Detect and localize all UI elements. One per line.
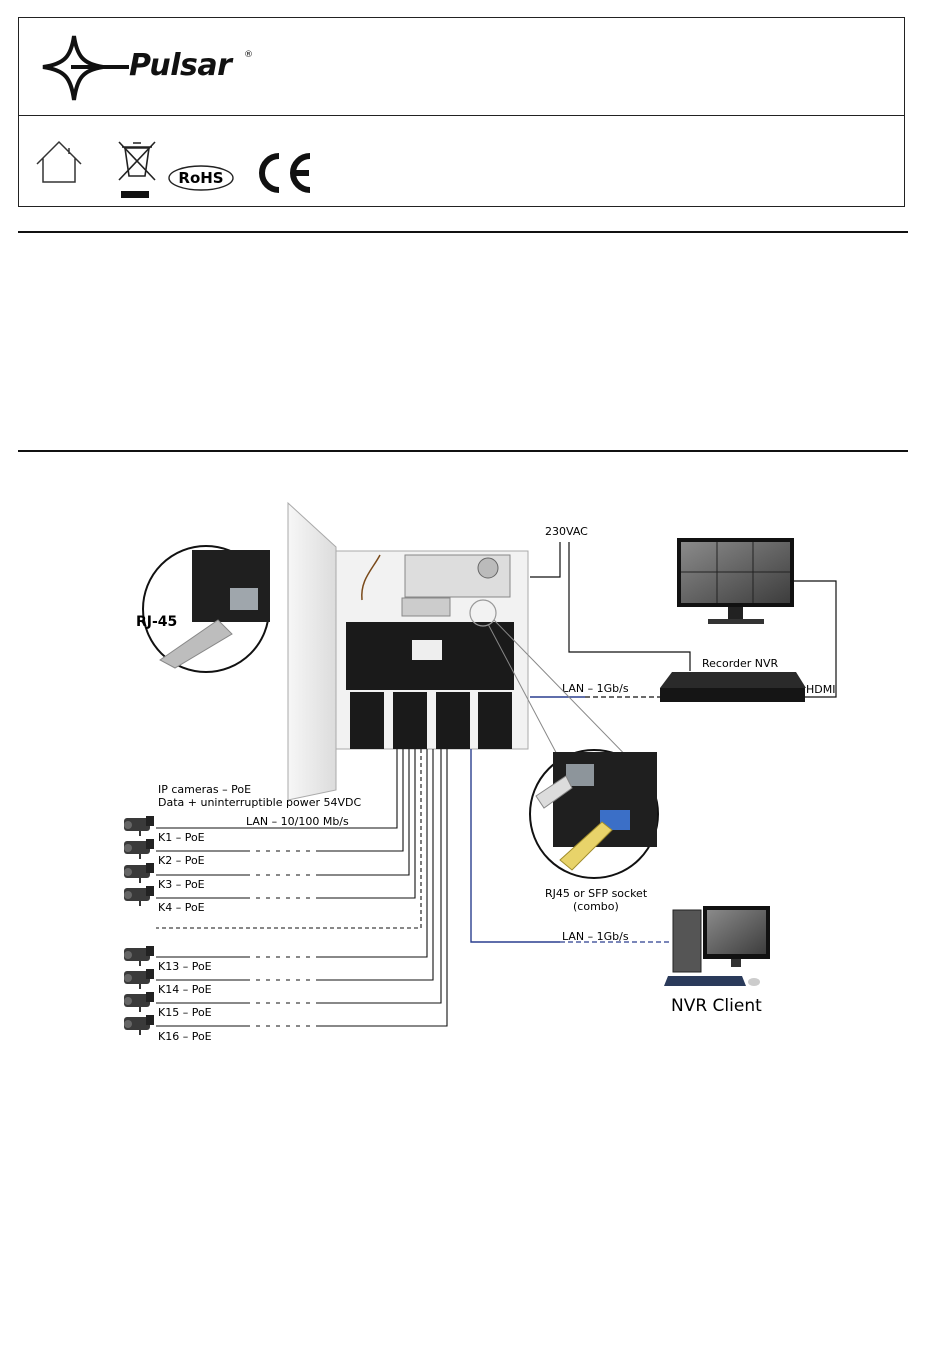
ip-camera-icon — [124, 816, 154, 836]
client-label: NVR Client — [671, 996, 762, 1016]
camera-label: K15 – PoE — [158, 1006, 212, 1019]
ip-camera-icon — [124, 946, 154, 966]
power-label: 230VAC — [545, 525, 588, 538]
cable-dash-overlays — [250, 851, 320, 1026]
combo-socket-zoom-callout — [530, 750, 658, 878]
socket-label-2: (combo) — [573, 900, 619, 913]
ip-camera-icon — [124, 886, 154, 906]
camera-label: K4 – PoE — [158, 901, 205, 914]
registered-mark: ® — [244, 50, 253, 60]
hdmi-label: HDMI — [806, 683, 836, 696]
camera-labels — [158, 831, 212, 1043]
power-line — [530, 525, 690, 671]
brand-name: Pulsar — [129, 48, 232, 83]
rohs-label: RoHS — [178, 169, 224, 187]
rj45-label: RJ-45 — [136, 614, 178, 630]
camera-label: K13 – PoE — [158, 960, 212, 973]
ip-cameras — [124, 816, 154, 1035]
ip-camera-icon — [124, 839, 154, 859]
lan-cameras-label: LAN – 10/100 Mb/s — [246, 815, 349, 828]
recorder-label: Recorder NVR — [702, 657, 779, 670]
nvr-client-pc — [664, 906, 770, 1016]
cameras-subtitle: Data + uninterruptible power 54VDC — [158, 796, 362, 809]
lan-client-label: LAN – 1Gb/s — [562, 930, 629, 943]
socket-label-1: RJ45 or SFP socket — [545, 887, 648, 900]
camera-label: K14 – PoE — [158, 983, 212, 996]
recorder-nvr — [660, 657, 806, 702]
ip-camera-icon — [124, 863, 154, 883]
camera-label: K2 – PoE — [158, 854, 205, 867]
nvr-monitor — [677, 538, 794, 624]
camera-label: K3 – PoE — [158, 878, 205, 891]
psu-enclosure — [288, 503, 528, 800]
camera-label: K1 – PoE — [158, 831, 205, 844]
lan-recorder-label: LAN – 1Gb/s — [562, 682, 629, 695]
ip-camera-icon — [124, 1015, 154, 1035]
cameras-title: IP cameras – PoE — [158, 783, 252, 796]
ip-camera-icon — [124, 992, 154, 1012]
camera-label: K16 – PoE — [158, 1030, 212, 1043]
ip-camera-icon — [124, 969, 154, 989]
rj45-zoom-callout — [136, 546, 270, 672]
